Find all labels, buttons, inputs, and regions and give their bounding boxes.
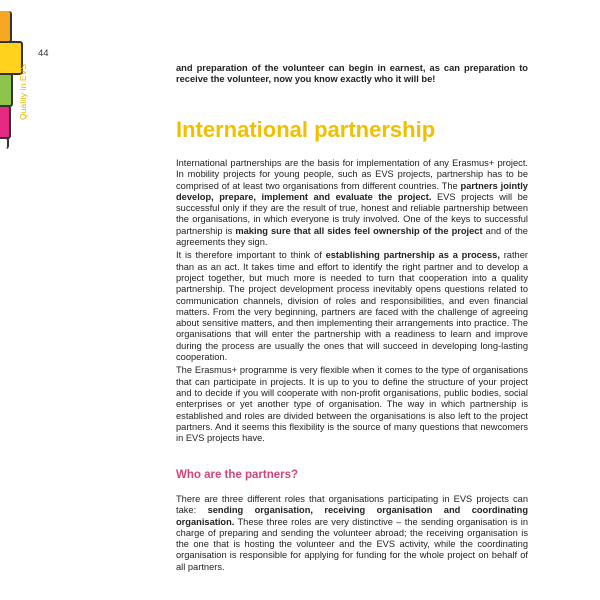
chapter-tab-orange — [0, 11, 12, 43]
intro-paragraph — [176, 63, 528, 86]
section-body — [176, 158, 528, 444]
text-run: These three roles are very distinctive – the sending organisation is in charge of preparing and sending the volunteer abroad; the receiving organisation is the one that is hosting the volunteer and the EVS activity, while the coordinating organisation is responsible for applying for funding for the whole project on behalf of all partners. — [176, 516, 528, 572]
intro-text: and preparation of the volunteer can begin in earnest, as can preparation to receive the volunteer, now you know exactly who it will be! — [176, 63, 528, 85]
subsection-body — [176, 494, 528, 573]
text-run: There are three different roles that organisations participating in EVS projects can take: — [176, 494, 528, 516]
section-paragraph-3: The Erasmus+ programme is very flexible when it comes to the type of organisations that can participate in projects. It is up to you to define the structure of your project and to decide if you will cooperate with non-profit organisations, public bodies, social enterprises or yet another type of organisation. The way in which partnership is established and roles are divided between the organisations is also left to the project partners. And it seems this flexibility is the source of many questions that newcomers in EVS projects have. — [176, 365, 528, 444]
text-run: rather than as an act. It takes time and effort to identify the right partner and to develop a project together, but much more is needed to turn that cooperation into a quality partnership. The project development process inevitably opens questions related to communication channels, division of roles and responsibilities, and even financial matters. From the very beginning, partners are faced with the challenge of agreeing about sensitive matters, and then implementing their arrangements into practice. The organisations that will enter the partnership with a readiness to learn and improve during the process are usually the ones that will succeed in developing long-lasting cooperation. — [176, 250, 528, 363]
subsection-title: Who are the partners? — [176, 469, 299, 481]
emphasis-run: partners jointly develop, prepare, implement and evaluate the project. — [176, 180, 528, 202]
subsection-paragraph-1 — [176, 494, 528, 573]
emphasis-run: establishing partnership as a process, — [325, 250, 500, 261]
emphasis-run: making sure that all sides feel ownership of the project — [235, 225, 483, 236]
text-run: and of the agreements they sign. — [176, 225, 528, 248]
chapter-side-label: Quality in EVS — [18, 63, 28, 120]
text-run: It is therefore important to think of — [176, 250, 326, 261]
chapter-tab-white — [0, 137, 9, 149]
section-title: International partnership — [176, 117, 436, 142]
text-run: EVS projects will be successful only if they are the result of true, honest and reliable partnership between the organisations, in which everyone is truly involved. One of the keys to successful partnership is — [176, 191, 528, 236]
chapter-tab-pink — [0, 105, 11, 139]
section-paragraph-1 — [176, 158, 528, 248]
section-paragraph-2 — [176, 250, 528, 363]
page-number: 44 — [38, 48, 49, 59]
text-run: International partnerships are the basis for implementation of any Erasmus+ project. In mobility projects for young people, such as EVS projects, partnership has to be comprised of at least two organisations from different countries. The — [176, 158, 528, 191]
emphasis-run: sending organisation, receiving organisation and coordinating organisation. — [176, 505, 528, 527]
chapter-tab-green — [0, 73, 13, 107]
